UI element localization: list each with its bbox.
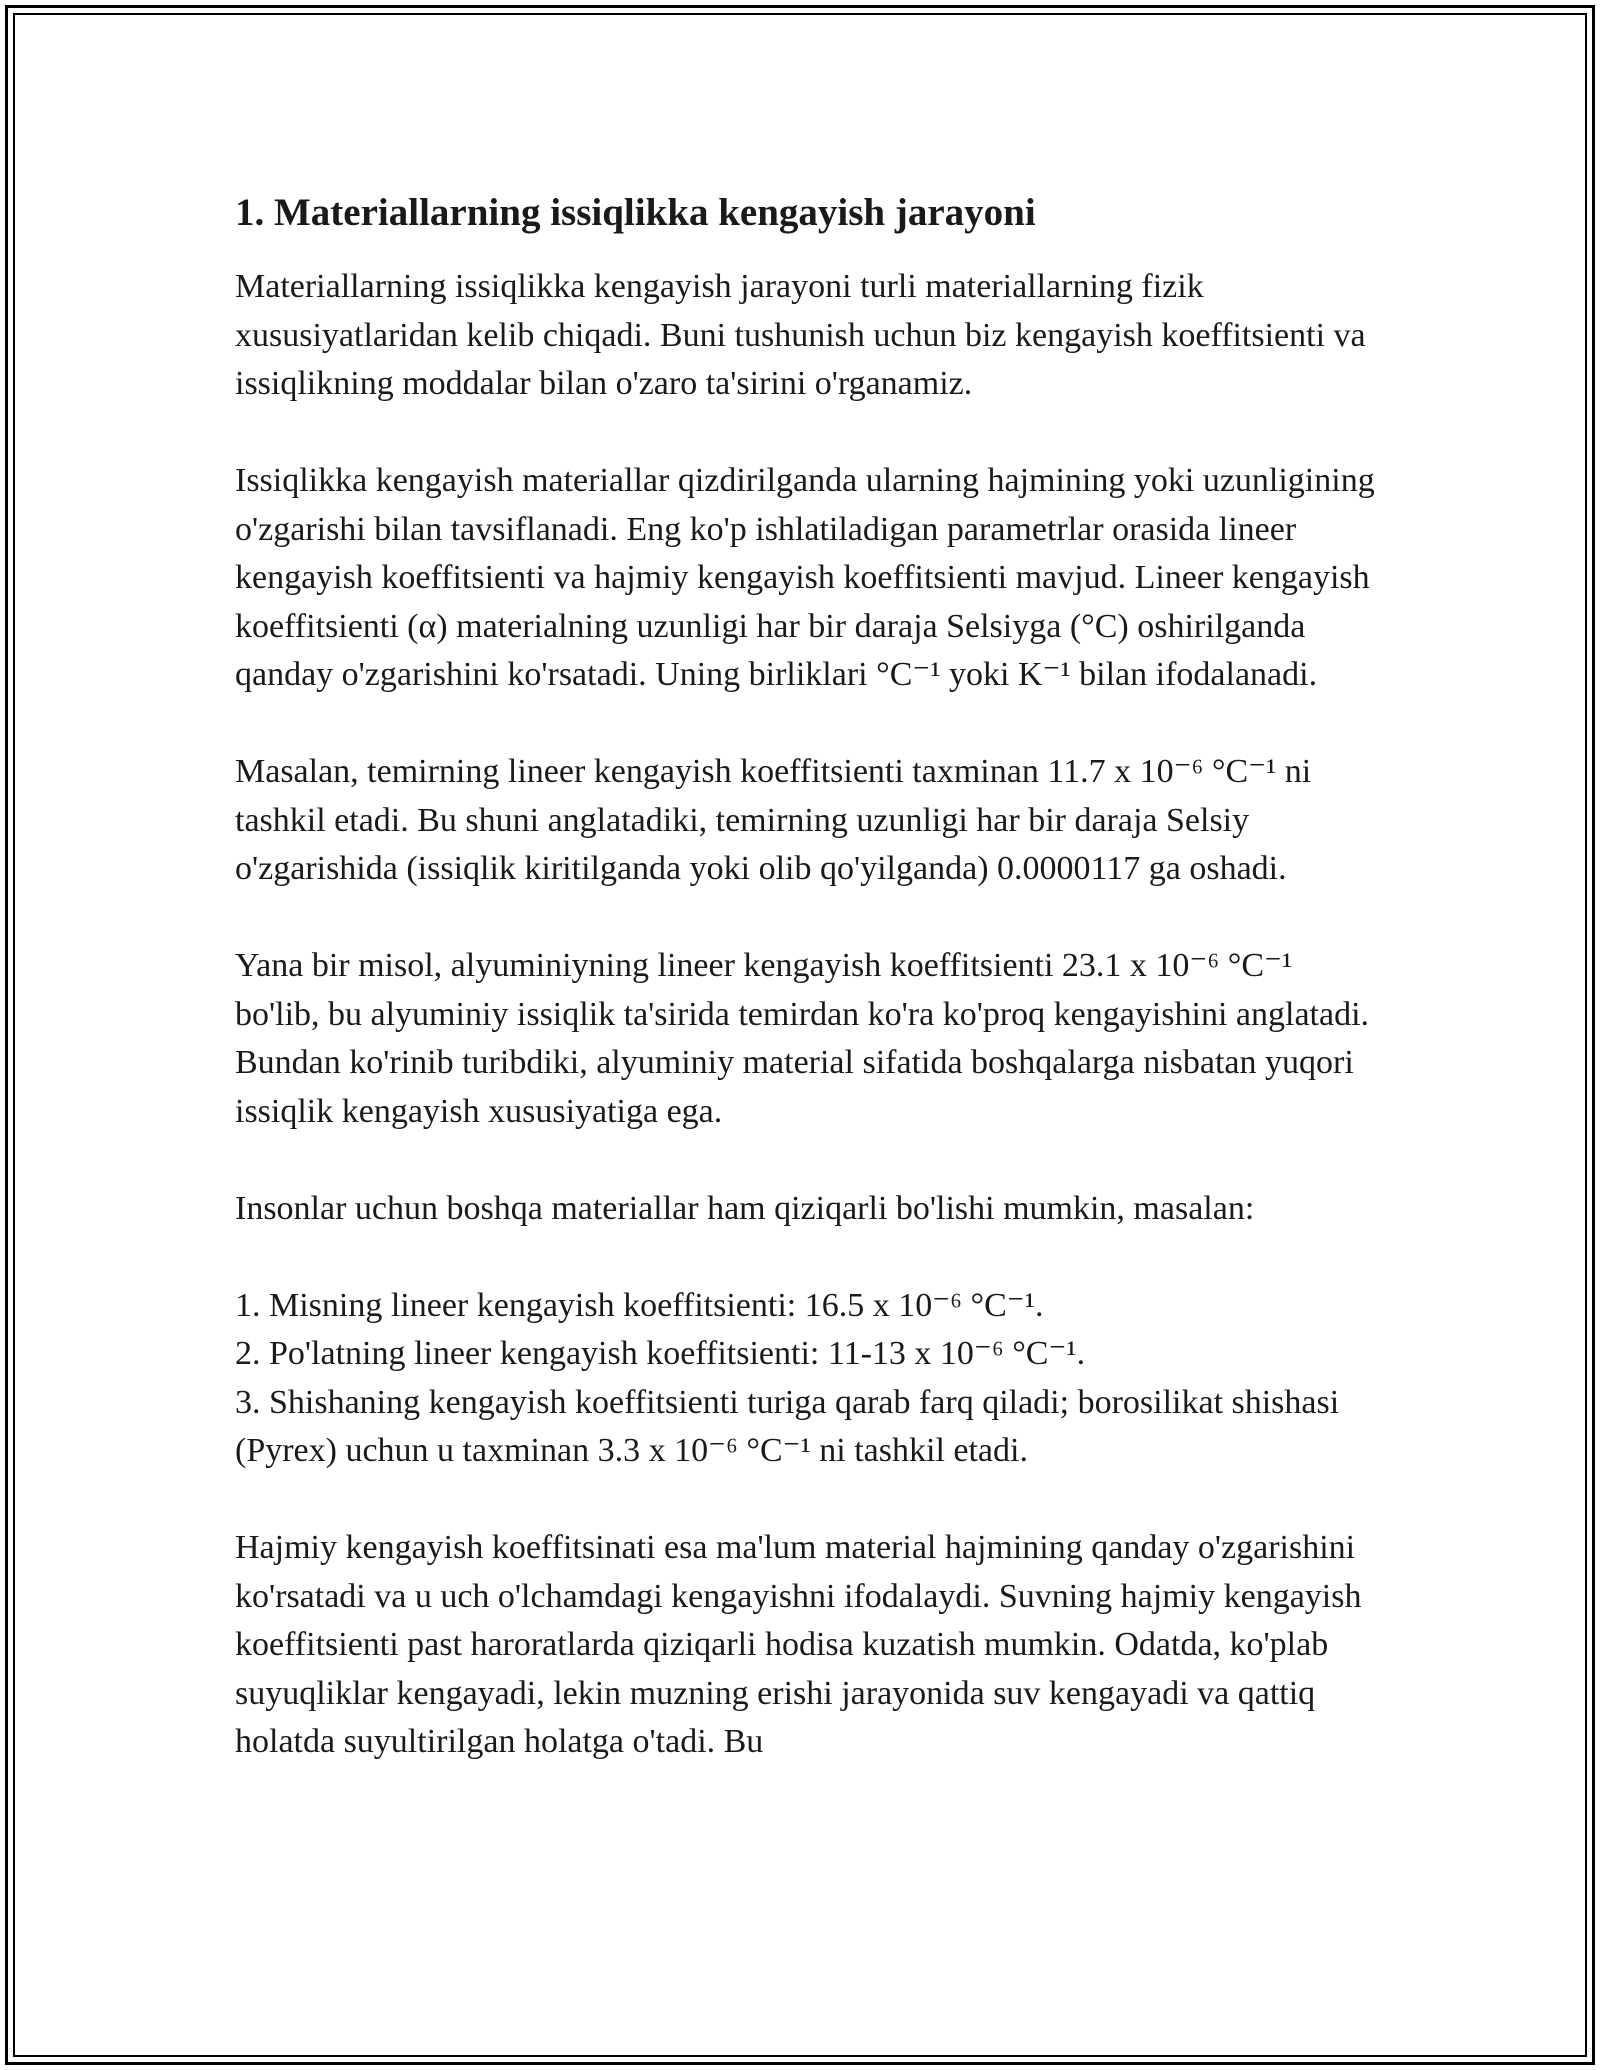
list-item: 2. Po'latning lineer kengayish koeffitsienti: 11-13 x 10⁻⁶ °C⁻¹. [235,1335,1086,1372]
materials-list [235,1282,1375,1476]
paragraph-list-intro: Insonlar uchun boshqa materiallar ham qiziqarli bo'lishi mumkin, masalan: [235,1189,1255,1227]
paragraph-definition: Issiqlikka kengayish materiallar qizdirilganda ularning hajmining yoki uzunligining o'zgarishi bilan tavsiflanadi. Eng ko'p ishlatiladigan parametrlar orasida lineer kengayish koeffitsienti va hajmiy kengayish koeffitsienti mavjud. Lineer kengayish koeffitsienti (α) materialning uzunligi har bir daraja Selsiyga (°C) oshirilganda qanday o'zgarishini ko'rsatadi. Uning birliklari °C⁻¹ yoki K⁻¹ bilan ifodalanadi. [235,462,1375,693]
paragraph-aluminium-example: Yana bir misol, alyuminiyning lineer kengayish koeffitsienti 23.1 x 10⁻⁶ °C⁻¹ bo'lib, bu alyuminiy issiqlik ta'sirida temirdan ko'ra ko'proq kengayishini anglatadi. Bundan ko'rinib turibdiki, alyuminiy material sifatida boshqalarga nisbatan yuqori issiqlik kengayish xususiyatiga ega. [235,947,1370,1130]
paragraph-intro: Materiallarning issiqlikka kengayish jarayoni turli materiallarning fizik xususiyatlaridan kelib chiqadi. Buni tushunish uchun biz kengayish koeffitsienti va issiqlikning moddalar bilan o'zaro ta'sirini o'rganamiz. [235,268,1366,402]
section-heading: 1. Materiallarning issiqlikka kengayish jarayoni [235,191,1036,234]
list-item: 1. Misning lineer kengayish koeffitsienti: 16.5 x 10⁻⁶ °C⁻¹. [235,1286,1044,1324]
paragraph-volumetric: Hajmiy kengayish koeffitsinati esa ma'lum material hajmining qanday o'zgarishini ko'rsatadi va u uch o'lchamdagi kengayishni ifodalaydi. Suvning hajmiy kengayish koeffitsienti past haroratlarda qiziqarli hodisa kuzatish mumkin. Odatda, ko'plab suyuqliklar kengayadi, lekin muzning erishi jarayonida suv kengayadi va qattiq holatda suyultirilgan holatga o'tadi. Bu [235,1529,1362,1760]
paragraph-iron-example: Masalan, temirning lineer kengayish koeffitsienti taxminan 11.7 x 10⁻⁶ °C⁻¹ ni tashkil etadi. Bu shuni anglatadiki, temirning uzunligi har bir daraja Selsiy o'zgarishida (issiqlik kiritilganda yoki olib qo'yilganda) 0.0000117 ga oshadi. [235,753,1312,887]
list-item: 3. Shishaning kengayish koeffitsienti turiga qarab farq qiladi; borosilikat shishasi (Pyrex) uchun u taxminan 3.3 x 10⁻⁶ °C⁻¹ ni tashkil etadi. [235,1383,1340,1469]
document-body [235,185,1375,1815]
